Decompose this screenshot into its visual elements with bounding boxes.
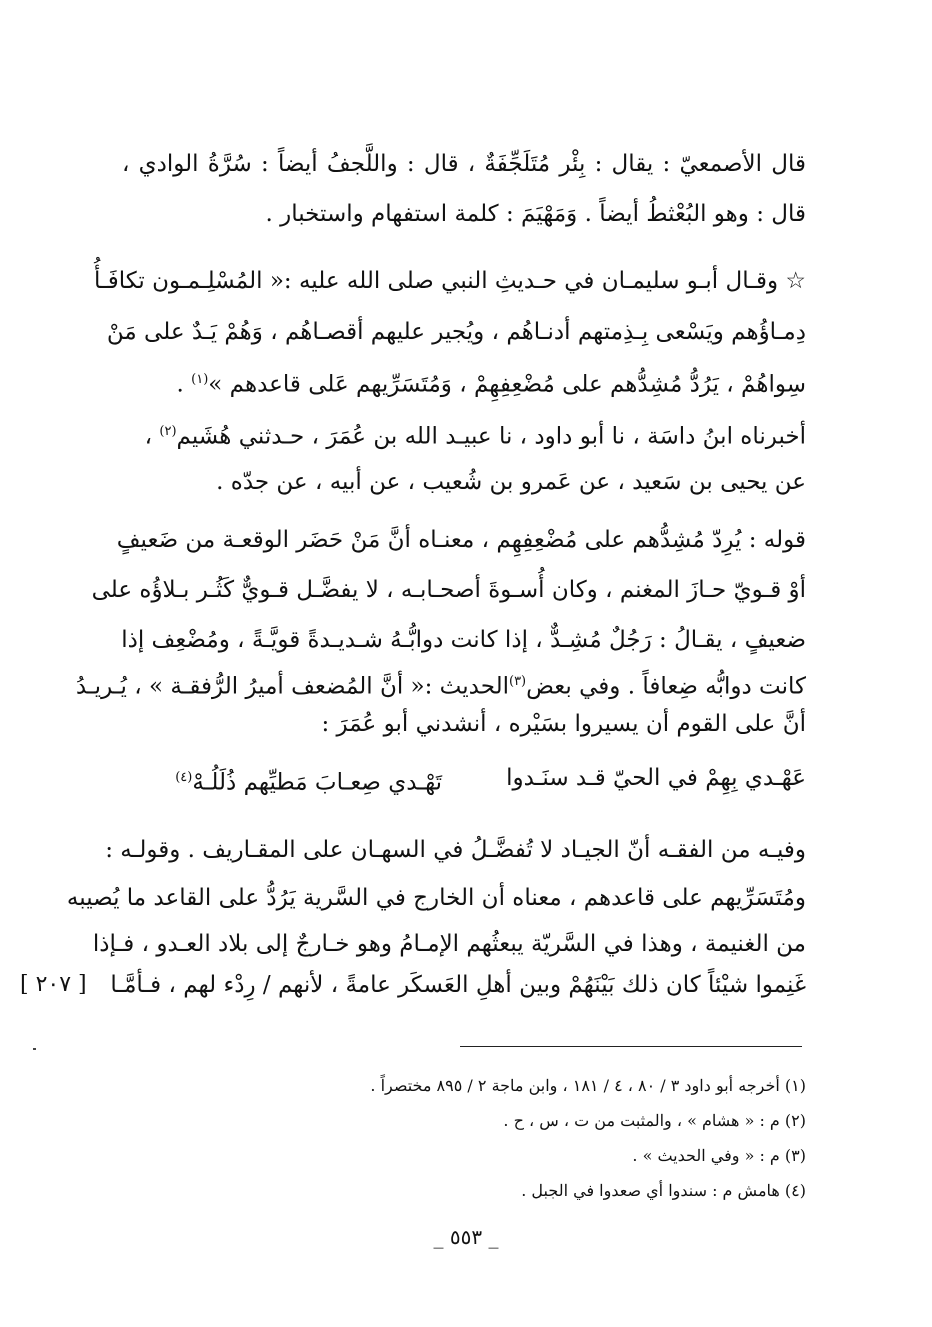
paragraph4-line2: أوْ قـويّ حـازَ المغنم ، وكان أُسـوةَ أصحـابـه ، لا يفضَّـل قـويٌّ كَثُـر بـلاؤُه على	[91, 577, 806, 603]
page-number: _ ٥٥٣ _	[433, 1225, 499, 1249]
paragraph4-line4	[75, 664, 806, 705]
paragraph2-line3	[122, 362, 806, 403]
footnote-ref-3: (٣)	[508, 674, 527, 689]
footnote-3: (٣) م : « وفي الحديث » .	[632, 1146, 806, 1165]
paragraph4-line3: ضعيفٍ ، يقـالُ : رَجُلٌ مُشِـدٌّ ، إذا كانت دوابُّـهُ شـديـدةً قويَّـةً ، ومُضْعِف إذا	[121, 627, 806, 653]
paragraph4-line1: قوله : يُرِدّ مُشِدُّهم على مُضْعِفِهِم ، معنـاه أنَّ مَنْ حَضَر الوقعـة من ضَعيفٍ	[116, 527, 806, 553]
paragraph5-line3: من الغنيمة ، وهذا في السَّريّة يبعثُهم الإمـامُ وهو خـارجٌ إلى بلاد العـدو ، فـإذا	[92, 931, 806, 957]
footnote-ref-4: (٤)	[175, 770, 193, 785]
paragraph2-line2: دِمـاؤُهم ويَسْعى بِـذِمتهم أدنـاهُم ، ويُجير عليهم أقصـاهُم ، وَهُمْ يَـدٌ على مَنْ	[106, 319, 806, 345]
paragraph5-line1: وفيـه من الفقـه أنّ الجيـاد لا تُفضَّـلُ في السهـان على المقـاريف . وقولـه :	[105, 837, 806, 863]
paragraph4-line5: أنَّ على القوم أن يسيروا بسَيْره ، أنشدني أبو عُمَرَ :	[321, 711, 806, 737]
paragraph1-line1: قال الأصمعيّ : يقال : بِئْر مُتَلَجِّفَةٌ ، قال : واللَّجفُ أيضاً : سُرَّةُ الوادي ،	[122, 151, 806, 177]
footnote-2: (٢) م : « هشام » ، والمثبت من ت ، س ، ح .	[503, 1111, 806, 1130]
footnote-ref-1: (١)	[191, 372, 209, 387]
paragraph2-line3-end: .	[176, 371, 192, 398]
footnote-ref-2: (٢)	[159, 424, 177, 439]
paragraph3-line1	[122, 414, 806, 455]
paragraph4-line4-text: كانت دوابُّه ضِعافاً . وفي بعض	[526, 673, 806, 700]
poem-hemistich-1: عَهْـدي بِهِمْ في الحيّ قـد سنَـدوا	[506, 765, 806, 791]
poem-hemistich-2-wrap	[175, 760, 442, 801]
paragraph2-line1: ☆ وقـال أبـو سليمـان في حـديثِ النبي صلى الله عليه :« المُسْلِـمـون تكافَـأُ	[93, 268, 806, 294]
paragraph3-line1-text: أخبرناه ابنُ داسَة ، نا أبو داود ، نا عبيـد الله بن عُمَرَ ، حـدثني هُشَيم	[176, 423, 806, 450]
footnote-1: (١) أخرجه أبو داود ٣ / ٨٠ ، ٤ / ١٨١ ، وابن ماجة ٢ / ٨٩٥ مختصراً .	[370, 1076, 806, 1095]
poem-verse	[122, 760, 806, 801]
scan-speck	[33, 1048, 36, 1050]
footnote-4: (٤) هامش م : سندوا أي صعدوا في الجبل .	[521, 1181, 806, 1200]
manuscript-folio-marker: [ ٢٠٧ ]	[20, 972, 87, 997]
poem-hemistich-2: تَهْـدي صِعـابَ مَطيِّهم ذُلَلُـهْ	[192, 769, 443, 796]
footnote-separator	[460, 1046, 802, 1047]
paragraph5-line2: ومُتَسَرِّيهم على قاعدهم ، معناه أن الخارج في السَّرية يَرُدُّ على القاعد ما يُصيبه	[66, 885, 806, 911]
paragraph5-line4: غَنِموا شيْئاً كان ذلك بَيْنَهُمْ وبين أهلِ العَسكَر عامةً ، لأنهم / رِدْء لهم ، فـأمَّـا	[110, 972, 806, 998]
paragraph3-line2: عن يحيى بن سَعيد ، عن عَمرو بن شُعيب ، عن أبيه ، عن جدّه .	[216, 469, 806, 495]
paragraph1-line2: قال : وهو البُعْثطُ أيضاً . وَمَهْيَمَ : كلمة استفهام واستخبار .	[265, 201, 806, 227]
paragraph3-line1-end: ،	[144, 423, 160, 450]
paragraph2-line3-text: سِواهُمْ ، يَرُدُّ مُشِدُّهم على مُضْعِفِهِمْ ، وَمُتَسَرِّيهم عَلى قاعدهم »	[208, 371, 806, 398]
paragraph4-line4-end: الحديث :« أنَّ المُضعف أميرُ الرُّفقـة » ، يُـريـدُ	[75, 673, 509, 700]
